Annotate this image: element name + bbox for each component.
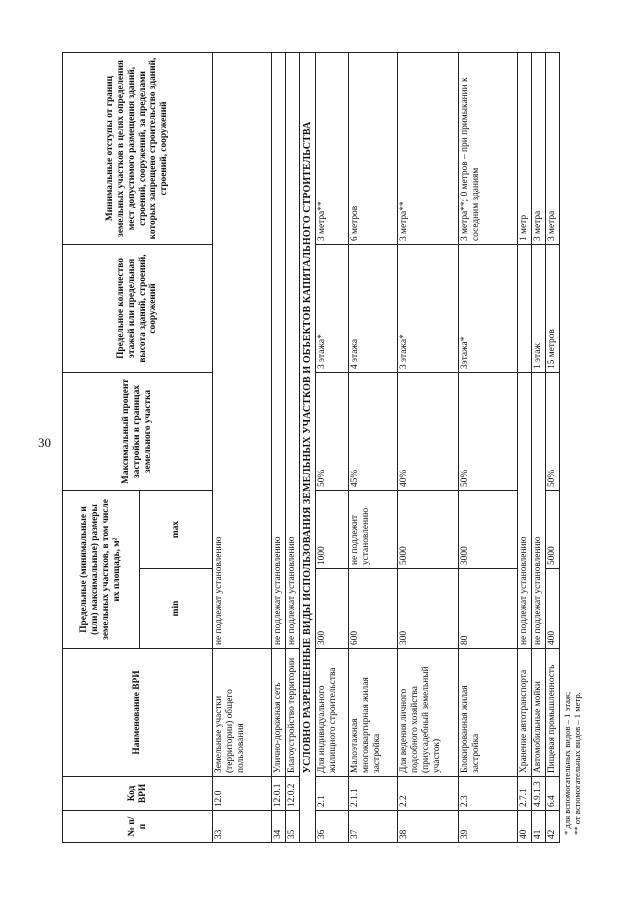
section-banner-row [299,53,316,843]
cell-code: 6.4 [545,777,559,811]
cell-min: 400 [545,569,559,649]
cell-floors: 3 этажа* [316,245,349,373]
cell-percent: 45% [349,373,398,491]
rotated-table-container [62,53,612,843]
header-row [63,53,140,843]
cell-span: не подлежат установлению [213,53,272,649]
cell-floors [518,245,532,373]
cell-percent: 50% [316,373,349,491]
cell-name: Хранение автотранспорта [518,649,532,777]
cell-name: Автомобильные мойки [531,649,545,777]
cell-num: 40 [518,811,532,843]
cell-name: Малоэтажная многоквартирная жилая застройка [349,649,398,777]
cell-span: не подлежат установлению [285,53,299,649]
cell-span: не подлежат установлению [531,373,545,649]
regulations-table [62,52,560,843]
cell-max: 1000 [316,491,349,569]
cell-floors: 3этажа* [459,245,518,373]
header-percent: Максимальный процент застройки в границах земельного участка [63,373,213,491]
table-row [213,53,272,843]
cell-num: 41 [531,811,545,843]
table-row [531,53,545,843]
page-number: 30 [38,435,51,450]
cell-setback: 1 метр [518,53,532,245]
cell-span: не подлежат установлению [518,373,532,649]
header-code: Код ВРИ [63,777,213,811]
cell-name: Блокированная жилая застройка [459,649,518,777]
cell-num: 36 [316,811,349,843]
footnote: * для вспомогательных видов – 1 этаж; [561,691,572,835]
table-row [272,53,286,843]
cell-code: 12.0.1 [272,777,286,811]
cell-code: 2.1.1 [349,777,398,811]
cell-min: 300 [398,569,459,649]
cell-num: 34 [272,811,286,843]
header-num: № п/п [63,811,213,843]
cell-code: 2.1 [316,777,349,811]
cell-code: 12.0.2 [285,777,299,811]
table-row [316,53,349,843]
cell-max: 3000 [459,491,518,569]
cell-setback: 3 метра**; 0 метров – при примыкании к соседним зданиям [459,53,518,245]
cell-setback: 3 метра** [398,53,459,245]
cell-percent: 50% [545,373,559,491]
cell-num: 33 [213,811,272,843]
cell-setback: 3 метра [545,53,559,245]
cell-max: 5000 [545,491,559,569]
cell-floors: 4 этажа [349,245,398,373]
table-row [349,53,398,843]
header-min: min [140,569,213,649]
cell-setback: 3 метра** [316,53,349,245]
cell-min: 300 [316,569,349,649]
cell-setback: 3 метра [531,53,545,245]
cell-floors: 1 этаж [531,245,545,373]
table-row [398,53,459,843]
cell-span: не подлежат установлению [272,53,286,649]
cell-name: Для ведения личного подсобного хозяйства (приусадебный земельный участок) [398,649,459,777]
cell-code: 12.0 [213,777,272,811]
cell-name: Благоустройство территории [285,649,299,777]
table-row [459,53,518,843]
cell-num: 39 [459,811,518,843]
header-name: Наименование ВРИ [63,649,213,777]
cell-percent: 50% [459,373,518,491]
footnote: ** от вспомогательных видов – 1 метр. [572,692,583,835]
table-row [518,53,532,843]
section-banner: УСЛОВНО РАЗРЕШЕННЫЕ ВИДЫ ИСПОЛЬЗОВАНИЯ ЗЕМЕЛЬНЫХ УЧАСТКОВ И ОБЪЕКТОВ КАПИТАЛЬНОГО СТРОИТЕЛЬСТВА [299,53,316,843]
cell-num: 38 [398,811,459,843]
cell-setback: 6 метров [349,53,398,245]
cell-num: 35 [285,811,299,843]
cell-min: 80 [459,569,518,649]
table-row [545,53,559,843]
cell-num: 37 [349,811,398,843]
cell-num: 42 [545,811,559,843]
cell-name: Улично-дорожная сеть [272,649,286,777]
cell-max: не подлежит установлению [349,491,398,569]
header-sizes: Предельные (минимальные и (или) максимальные) размеры земельных участков, в том числе их площадь, м² [63,491,140,649]
footnotes [562,53,583,843]
cell-floors: 3 этажа* [398,245,459,373]
table-row [285,53,299,843]
header-floors: Предельное количество этажей или предельная высота зданий, строений, сооружений [63,245,213,373]
header-max: max [140,491,213,569]
header-setback: Минимальные отступы от границ земельных участков в целях определения мест допустимого размещения зданий, строений, сооружений, за пределами которых запрещено строительство зданий, строений, сооружений [63,53,213,245]
cell-min: 600 [349,569,398,649]
cell-code: 2.7.1 [518,777,532,811]
cell-name: Для индивидуального жилищного строительства [316,649,349,777]
cell-code: 2.3 [459,777,518,811]
cell-max: 5000 [398,491,459,569]
cell-percent: 40% [398,373,459,491]
cell-name: Пищевая промышленность [545,649,559,777]
cell-code: 2.2 [398,777,459,811]
cell-code: 4.9.1.3 [531,777,545,811]
cell-floors: 15 метров [545,245,559,373]
cell-name: Земельные участки (территории) общего пользования [213,649,272,777]
